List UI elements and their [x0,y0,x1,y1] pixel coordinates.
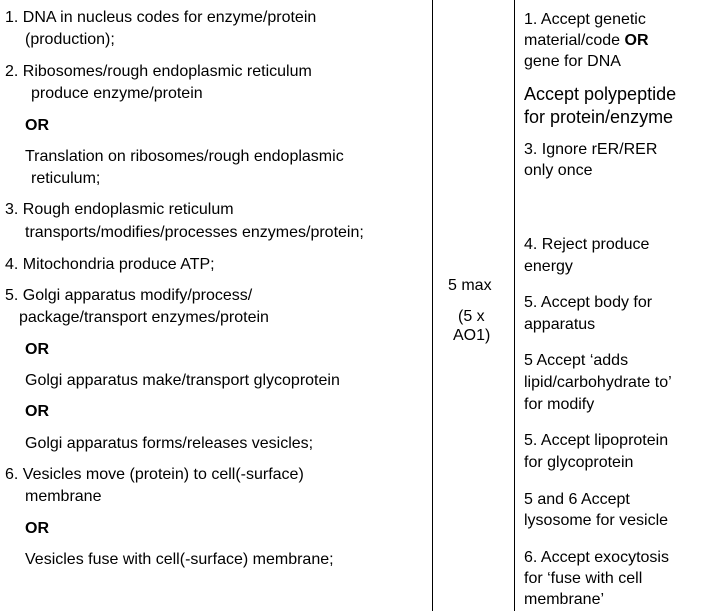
guidance-6-line-1: 6. Accept exocytosis [524,549,669,566]
answer-1-line-1: 1. DNA in nucleus codes for enzyme/protein [5,9,317,26]
or-separator-3: OR [25,403,49,420]
guidance-5-6-line-1: 5 and 6 Accept [524,491,630,508]
answer-1-line-2: (production); [25,31,115,48]
or-separator-1: OR [25,117,49,134]
answer-2-alt-line-2: reticulum; [31,170,101,187]
answer-5-line-2: package/transport enzymes/protein [19,309,269,326]
marks-ao-line-2: AO1) [453,327,491,344]
guidance-6-line-2: for ‘fuse with cell [524,570,643,587]
guidance-polypeptide-line-2: for protein/enzyme [524,107,674,127]
guidance-5b-line-3: for modify [524,396,595,413]
guidance-1-line-2-text: material/code [524,32,625,49]
guidance-5-6-line-2: lysosome for vesicle [524,512,669,529]
guidance-4-line-2: energy [524,258,573,275]
answer-5-alt-2: Golgi apparatus forms/releases vesicles; [25,435,314,452]
guidance-4-line-1: 4. Reject produce [524,236,650,253]
answer-5-line-1: 5. Golgi apparatus modify/process/ [5,287,253,304]
answer-3-line-1: 3. Rough endoplasmic reticulum [5,201,234,218]
answer-6-line-2: membrane [25,488,102,505]
answer-6-alt: Vesicles fuse with cell(-surface) membrane; [25,551,334,568]
or-separator-4: OR [25,520,49,537]
column-divider-right [514,0,515,611]
marks-ao-line-1: (5 x [458,308,485,325]
answer-2-line-1: 2. Ribosomes/rough endoplasmic reticulum [5,63,312,80]
guidance-1-line-2 [524,30,649,51]
marks-max: 5 max [448,277,492,294]
answer-5-alt-1: Golgi apparatus make/transport glycoprotein [25,372,340,389]
guidance-3-line-2: only once [524,162,593,179]
guidance-polypeptide-line-1: Accept polypeptide [524,84,677,104]
answer-6-line-1: 6. Vesicles move (protein) to cell(-surface) [5,466,304,483]
guidance-1-line-1: 1. Accept genetic [524,11,646,28]
or-separator-2: OR [25,341,49,358]
guidance-1-line-3: gene for DNA [524,53,621,70]
guidance-5c-line-2: for glycoprotein [524,454,634,471]
guidance-6-line-3: membrane’ [524,591,605,608]
answer-4: 4. Mitochondria produce ATP; [5,256,215,273]
column-divider-left [432,0,433,611]
guidance-5a-line-2: apparatus [524,316,596,333]
guidance-1-or: OR [624,32,649,49]
guidance-5c-line-1: 5. Accept lipoprotein [524,432,669,449]
answer-2-alt-line-1: Translation on ribosomes/rough endoplasmic [25,148,344,165]
answer-3-line-2: transports/modifies/processes enzymes/protein; [25,224,364,241]
guidance-5b-line-2: lipid/carbohydrate to’ [524,374,672,391]
answer-2-line-2: produce enzyme/protein [31,85,203,102]
guidance-3-line-1: 3. Ignore rER/RER [524,141,658,158]
guidance-5a-line-1: 5. Accept body for [524,294,653,311]
guidance-5b-line-1: 5 Accept ‘adds [524,352,629,369]
